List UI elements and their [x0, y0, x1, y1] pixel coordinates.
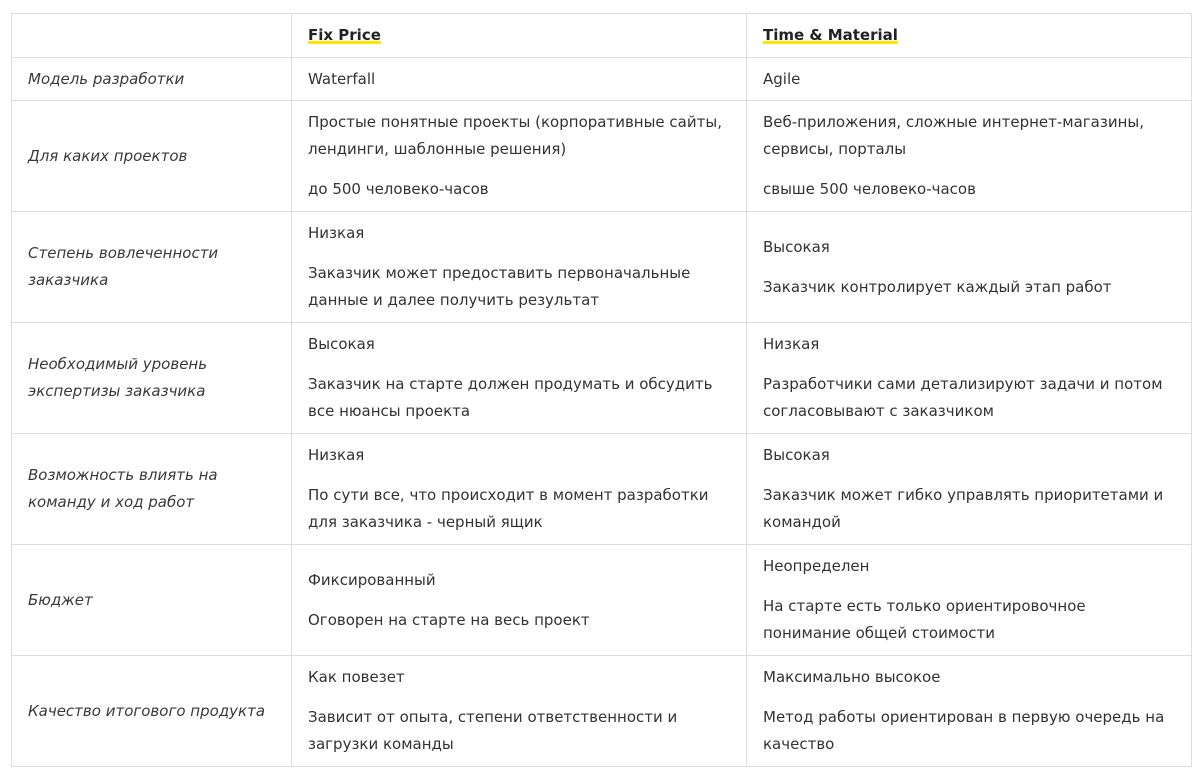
time-material-cell	[747, 656, 1192, 767]
cell-note-text: свыше 500 человеко-часов	[763, 180, 976, 198]
cell-note-text: Заказчик может предоставить первоначальные данные и далее получить результат	[308, 264, 691, 309]
comparison-table	[11, 13, 1192, 767]
table-row	[12, 545, 1192, 656]
fix-price-cell	[292, 656, 747, 767]
cell-main-text: Как повезет	[308, 668, 405, 686]
header-fix-price-label: Fix Price	[308, 26, 381, 44]
cell-note-text: На старте есть только ориентировочное понимание общей стоимости	[763, 597, 1086, 642]
row-label: Необходимый уровень экспертизы заказчика	[12, 323, 292, 434]
cell-main-text: Высокая	[308, 335, 375, 353]
cell-main-text: Низкая	[308, 224, 365, 242]
time-material-cell	[747, 101, 1192, 212]
fix-price-cell	[292, 58, 747, 101]
cell-main-text: Простые понятные проекты (корпоративные сайты, лендинги, шаблонные решения)	[308, 113, 722, 158]
row-label: Качество итогового продукта	[12, 656, 292, 767]
cell-note-text: Заказчик контролирует каждый этап работ	[763, 277, 1112, 296]
fix-price-cell	[292, 545, 747, 656]
header-fix-price	[292, 14, 747, 58]
cell-note-text: Метод работы ориентирован в первую очередь на качество	[763, 708, 1165, 753]
table-row	[12, 212, 1192, 323]
cell-main-text: Фиксированный	[308, 570, 436, 589]
cell-note-text: Заказчик может гибко управлять приоритетами и командой	[763, 486, 1164, 531]
fix-price-cell	[292, 212, 747, 323]
cell-main-text: Веб-приложения, сложные интернет-магазины, сервисы, порталы	[763, 113, 1145, 158]
cell-main-text: Agile	[763, 69, 801, 88]
fix-price-cell	[292, 101, 747, 212]
cell-main-text: Неопределен	[763, 557, 870, 575]
cell-note-text: По сути все, что происходит в момент разработки для заказчика - черный ящик	[308, 486, 709, 531]
fix-price-cell	[292, 323, 747, 434]
header-empty-cell	[12, 14, 292, 58]
cell-main-text: Высокая	[763, 237, 830, 256]
cell-main-text: Низкая	[308, 446, 365, 464]
row-label: Степень вовлеченности заказчика	[12, 212, 292, 323]
fix-price-cell	[292, 434, 747, 545]
row-label: Возможность влиять на команду и ход работ	[12, 434, 292, 545]
header-time-material-label: Time & Material	[763, 26, 898, 44]
time-material-cell	[747, 58, 1192, 101]
cell-note-text: до 500 человеко-часов	[308, 180, 489, 198]
row-label: Бюджет	[12, 545, 292, 656]
header-time-material	[747, 14, 1192, 58]
time-material-cell	[747, 434, 1192, 545]
cell-note-text: Разработчики сами детализируют задачи и потом согласовывают с заказчиком	[763, 375, 1163, 420]
table-row	[12, 434, 1192, 545]
time-material-cell	[747, 212, 1192, 323]
cell-note-text: Оговорен на старте на весь проект	[308, 610, 590, 629]
cell-main-text: Waterfall	[308, 69, 376, 88]
cell-main-text: Максимально высокое	[763, 668, 941, 686]
table-row	[12, 101, 1192, 212]
row-label: Для каких проектов	[12, 101, 292, 212]
table-header-row	[12, 14, 1192, 58]
cell-note-text: Заказчик на старте должен продумать и обсудить все нюансы проекта	[308, 375, 713, 420]
row-label: Модель разработки	[12, 58, 292, 101]
cell-main-text: Высокая	[763, 446, 830, 464]
table-row	[12, 323, 1192, 434]
time-material-cell	[747, 323, 1192, 434]
time-material-cell	[747, 545, 1192, 656]
cell-main-text: Низкая	[763, 335, 820, 353]
cell-note-text: Зависит от опыта, степени ответственности и загрузки команды	[308, 708, 678, 753]
table-row	[12, 58, 1192, 101]
table-row	[12, 656, 1192, 767]
